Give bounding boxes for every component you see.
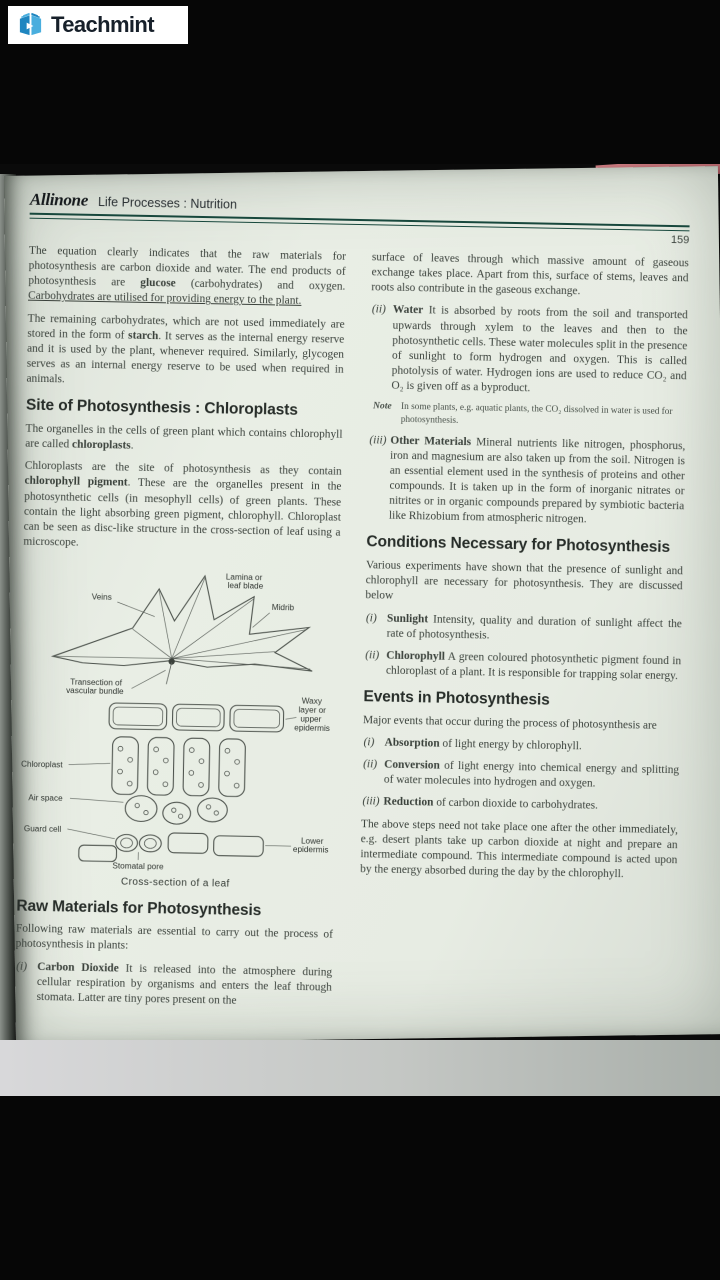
paragraph-conditions-intro: Various experiments have shown that the presence of sunlight and chlorophyll are necessary for photosynthesis. They are discussed below xyxy=(365,559,684,603)
textbook-page xyxy=(4,166,720,1044)
diagram-caption: Cross-section of a leaf xyxy=(120,876,230,890)
list-item-absorption: (i) Absorption of light energy by chlorophyll. xyxy=(363,736,582,753)
diagram-label-waxy-3: upper xyxy=(300,714,322,725)
list-item-water: (ii) Water It is absorbed by roots from the soil and transported upwards through xylem to the leaves and then to the photosynthetic cells. These water molecules split in the presence of sunlight to form hydrogen and oxygen. This is called photolysis of water. Hydrogen ions are used to reduce CO₂ and O₂ is given off as a byproduct. xyxy=(371,303,688,395)
diagram-label-air-space: Air space xyxy=(28,793,63,804)
heading-events: Events in Photosynthesis xyxy=(363,688,550,709)
paragraph-equation: The equation clearly indicates that the raw materials for photosynthesis are carbon dioxide and water. The end products of photosynthesis are glucose (carbohydrates) and oxygen. Carbohydrates are utilised for providing energy to the plant. xyxy=(27,244,347,308)
list-item-sunlight: (i) Sunlight Intensity, quality and duration of sunlight affect the rate of photosynthesis. xyxy=(365,611,683,642)
left-column xyxy=(14,244,346,1018)
note-block: Note In some plants, e.g. aquatic plants, the CO₂ dissolved in water is used for photosynthesis. xyxy=(372,400,673,426)
diagram-label-transection-1: Transection of xyxy=(70,677,123,688)
brand-name: Teachmint xyxy=(51,12,154,37)
diagram-label-veins: Veins xyxy=(91,592,112,603)
paragraph-chloroplast-def: The organelles in the cells of green plant which contains chlorophyll are called chloroplasts. xyxy=(25,422,343,452)
list-item-carbon-dioxide: (i) Carbon Dioxide It is released into the atmosphere during cellular respiration by organisms and enters the leaf through stomata. Latter are tiny pores present on the xyxy=(16,960,333,1007)
list-item-other-materials: (iii) Other Materials Mineral nutrients like nitrogen, phosphorus, iron and magnesium are also taken up from the soil. Nitrogen is an essential element used in the synthesis of proteins and other compounds. It is taken up in the form of inorganic nitrates or nitrites or in organic compounds prepared by symbiotic bacteria like Rhizobium from atmospheric nitrogen. xyxy=(369,433,686,526)
diagram-label-waxy-1: Waxy xyxy=(301,696,323,707)
diagram-label-transection-2: vascular bundle xyxy=(66,686,124,697)
teachmint-logo-icon xyxy=(17,12,44,39)
paragraph-events-end: The above steps need not take place one after the other immediately, e.g. desert plants take up carbon dioxide at night and prepare an intermediate compound. This intermediate compound is acted upon by the energy absorbed during the day by the chlorophyll. xyxy=(360,817,679,881)
list-item-reduction: (iii) Reduction of carbon dioxide to carbohydrates. xyxy=(362,795,599,813)
diagram-label-lower-2: epidermis xyxy=(292,845,329,856)
textbook-photo xyxy=(0,164,720,1096)
leaf-cross-section-diagram xyxy=(17,557,340,878)
diagram-label-lamina-1: Lamina or xyxy=(225,572,263,583)
paragraph-starch: The remaining carbohydrates, which are not used immediately are stored in the form of starch. It serves as the internal energy reserve and it is used by the plant, whenever required. Similarly, glycogen serves as an internal energy reserve to be used when required in animals. xyxy=(26,312,345,386)
diagram-label-guard-cell: Guard cell xyxy=(23,824,62,835)
diagram-label-stomatal-pore: Stomatal pore xyxy=(112,861,164,872)
diagram-label-waxy-4: epidermis xyxy=(294,723,330,734)
paragraph-stomata-continued: surface of leaves through which massive amount of gaseous exchange takes place. Apart from this, surface of stems, leaves and roots also contribute in the gaseous exchange. xyxy=(371,251,689,298)
diagram-label-lower-1: Lower xyxy=(300,836,324,847)
chapter-title: Life Processes : Nutrition xyxy=(97,194,238,212)
note-label: Note xyxy=(372,400,392,413)
diagram-label-lamina-2: leaf blade xyxy=(227,581,264,592)
heading-site-of-photosynthesis: Site of Photosynthesis : Chloroplasts xyxy=(25,397,298,420)
paragraph-events-intro: Major events that occur during the process of photosynthesis are xyxy=(362,713,657,732)
book-series-logo: Allinone xyxy=(29,189,89,210)
list-item-chlorophyll: (ii) Chlorophyll A green coloured photosynthetic pigment found in chloroplast of a plant. It is responsible for trapping solar energy. xyxy=(365,649,682,683)
desk-surface xyxy=(0,1040,720,1096)
paragraph-chloroplast-detail: Chloroplasts are the site of photosynthesis as they contain chlorophyll pigment. These are the organelles present in the photosynthetic cells (in mesophyll cells) of green plants. These contain the light absorbing green pigment, chlorophyll. Chloroplast can be seen as disc-like structure in the cross-section of leaf using a microscope. xyxy=(23,459,342,549)
right-column xyxy=(357,250,689,1024)
diagram-label-chloroplast: Chloroplast xyxy=(20,759,63,770)
teachmint-watermark xyxy=(8,6,188,44)
paragraph-raw-intro: Following raw materials are essential to carry out the process of photosynthesis in plants: xyxy=(15,922,333,953)
page-number: 159 xyxy=(670,233,690,247)
list-item-conversion: (ii) Conversion of light energy into chemical energy and splitting of water molecules into hydrogen and oxygen. xyxy=(363,758,680,790)
diagram-label-midrib: Midrib xyxy=(271,603,295,613)
diagram-label-waxy-2: layer or xyxy=(298,705,327,716)
heading-conditions: Conditions Necessary for Photosynthesis xyxy=(366,533,671,557)
heading-raw-materials: Raw Materials for Photosynthesis xyxy=(16,897,262,919)
